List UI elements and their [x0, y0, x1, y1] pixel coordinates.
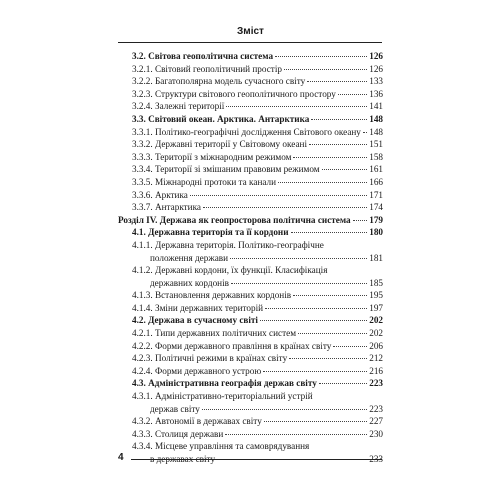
- toc-entry-text: державних кордонів: [150, 277, 229, 288]
- toc-entry-text: 3.3.7. Антарктика: [132, 202, 201, 213]
- toc-entry-text: 4.2.1. Типи державних політичних систем: [132, 328, 297, 339]
- toc-entry: [118, 214, 383, 227]
- toc-entry: [118, 75, 383, 88]
- dot-leader: [260, 320, 367, 321]
- toc-entry: [118, 126, 383, 139]
- toc-page-number: 180: [369, 227, 383, 238]
- dot-leader: [278, 182, 367, 183]
- toc-page-number: 174: [369, 202, 383, 213]
- toc-entry-text: 4.3. Адміністративна географія держав світу: [132, 378, 317, 389]
- toc-entry: [118, 428, 383, 441]
- toc-page-number: 148: [369, 126, 383, 137]
- toc-entry-text: 4.1.3. Встановлення державних кордонів: [132, 290, 292, 301]
- toc-entry: [118, 340, 383, 353]
- page-number: 4: [118, 452, 124, 463]
- dot-leader: [353, 220, 368, 221]
- page-header-title: Зміст: [237, 26, 264, 37]
- toc-page-number: 212: [369, 353, 383, 364]
- dot-leader: [226, 106, 367, 107]
- dot-leader: [284, 69, 367, 70]
- toc-entry: [118, 264, 383, 289]
- toc-page-number: 179: [369, 214, 383, 225]
- dot-leader: [289, 358, 367, 359]
- toc-page-number: 185: [369, 277, 383, 288]
- toc-page-number: 133: [369, 76, 383, 87]
- toc-page-number: 202: [369, 315, 383, 326]
- toc-page-number: 181: [369, 252, 383, 263]
- toc-entry: [118, 113, 383, 126]
- toc-entry-text: 4.2.2. Форми державного правління в країнах світу: [132, 340, 332, 351]
- dot-leader: [338, 94, 367, 95]
- toc-entry-text: 3.3.6. Арктика: [132, 189, 188, 200]
- toc-page-number: 195: [369, 290, 383, 301]
- toc-entry-text: 3.2.2. Багатополярна модель сучасного світу: [132, 76, 306, 87]
- toc-entry-text: в державах світу: [150, 454, 216, 464]
- toc-page-number: 216: [369, 365, 383, 376]
- toc-entry-text: 3.3.4. Території зі змішаним правовим режимом: [132, 164, 320, 175]
- toc-page-number: 233: [369, 454, 383, 464]
- table-of-contents: [118, 50, 383, 466]
- toc-entry: [118, 176, 383, 189]
- dot-leader: [298, 333, 367, 334]
- toc-entry-text: 4.1. Державна територія та її кордони: [132, 227, 289, 238]
- dot-leader: [293, 295, 367, 296]
- toc-page-number: 197: [369, 302, 383, 313]
- toc-entry: [118, 302, 383, 315]
- dot-leader: [293, 157, 367, 158]
- toc-page-number: 206: [369, 340, 383, 351]
- toc-page-number: 230: [369, 428, 383, 439]
- toc-page-number: 227: [369, 416, 383, 427]
- toc-entry-text: 4.3.4. Місцеве управління та самоврядування: [132, 441, 310, 452]
- dot-leader: [265, 308, 367, 309]
- toc-entry-text: 3.2.1. Світовий геополітичний простір: [132, 63, 282, 74]
- toc-page-number: 161: [369, 164, 383, 175]
- toc-entry: [118, 440, 383, 465]
- toc-page-number: 223: [369, 378, 383, 389]
- toc-entry-text: 4.3.2. Автономії в державах світу: [132, 416, 262, 427]
- toc-entry-text: 4.3.3. Столиця держави: [132, 428, 224, 439]
- toc-entry: [118, 226, 383, 239]
- dot-leader: [231, 283, 367, 284]
- toc-page-number: 158: [369, 151, 383, 162]
- toc-entry-text: 3.3.3. Території з міжнародним режимом: [132, 151, 292, 162]
- toc-entry: [118, 239, 383, 264]
- toc-entry-text: 3.3.2. Державні території у Світовому океані: [132, 139, 307, 150]
- toc-entry-text: 3.2.4. Залежні території: [132, 101, 225, 112]
- toc-entry: [118, 377, 383, 390]
- toc-entry: [118, 163, 383, 176]
- toc-entry: [118, 201, 383, 214]
- toc-entry: [118, 289, 383, 302]
- toc-entry: [118, 352, 383, 365]
- toc-page-number: 171: [369, 189, 383, 200]
- toc-page-number: 223: [369, 403, 383, 414]
- dot-leader: [291, 232, 368, 233]
- toc-entry-text: 4.2. Держава в сучасному світі: [132, 315, 258, 326]
- toc-page-number: 151: [369, 139, 383, 150]
- dot-leader: [309, 144, 367, 145]
- footer-divider: [131, 459, 382, 460]
- dot-leader: [263, 371, 367, 372]
- toc-entry: [118, 327, 383, 340]
- toc-entry: [118, 63, 383, 76]
- toc-entry-text: 4.1.1. Державна територія. Політико-географічне: [132, 239, 324, 250]
- dot-leader: [311, 119, 367, 120]
- toc-page-number: 141: [369, 101, 383, 112]
- toc-entry: [118, 88, 383, 101]
- dot-leader: [202, 409, 367, 410]
- dot-leader: [307, 81, 367, 82]
- toc-entry-text: положення держави: [150, 252, 229, 263]
- dot-leader: [203, 207, 367, 208]
- toc-page-number: 148: [369, 113, 383, 124]
- toc-entry-text: 4.2.4. Форми державного устрою: [132, 365, 262, 376]
- toc-entry-text: 3.3.1. Політико-географічні дослідження Світового океану: [132, 126, 361, 137]
- dot-leader: [322, 169, 368, 170]
- toc-entry: [118, 415, 383, 428]
- toc-entry-text: 3.2. Світова геополітична система: [132, 51, 274, 61]
- dot-leader: [333, 346, 367, 347]
- toc-entry-text: 4.3.1. Адміністративно-територіальний устрій: [132, 391, 313, 402]
- toc-entry: [118, 151, 383, 164]
- toc-entry: [118, 189, 383, 202]
- toc-page-number: 126: [369, 63, 383, 74]
- toc-entry-text: 4.1.2. Державні кордони, їх функції. Класифікація: [132, 265, 328, 276]
- toc-entry: [118, 365, 383, 378]
- toc-entry: [118, 50, 383, 63]
- dot-leader: [319, 383, 367, 384]
- toc-entry: [118, 390, 383, 415]
- toc-entry-text: 4.1.4. Зміни державних територій: [132, 302, 264, 313]
- toc-entry-text: 4.2.3. Політичні режими в країнах світу: [132, 353, 288, 364]
- dot-leader: [230, 258, 367, 259]
- toc-page-number: 202: [369, 328, 383, 339]
- toc-entry-text: держав світу: [150, 403, 200, 414]
- dot-leader: [225, 434, 367, 435]
- dot-leader: [363, 132, 367, 133]
- dot-leader: [275, 56, 367, 57]
- toc-entry-text: 3.2.3. Структури світового геополітичного простору: [132, 88, 336, 99]
- toc-entry: [118, 100, 383, 113]
- toc-entry-text: 3.3.5. Міжнародні протоки та канали: [132, 176, 277, 187]
- toc-page-number: 136: [369, 88, 383, 99]
- toc-entry: [118, 138, 383, 151]
- toc-entry: [118, 314, 383, 327]
- toc-entry-text: 3.3. Світовий океан. Арктика. Антарктика: [132, 113, 310, 124]
- dot-leader: [264, 421, 367, 422]
- header-divider: [118, 42, 382, 43]
- toc-page-number: 126: [369, 51, 383, 61]
- toc-entry-text: Розділ IV. Держава як геопросторова політична система: [118, 214, 351, 225]
- dot-leader: [190, 195, 367, 196]
- toc-page-number: 166: [369, 176, 383, 187]
